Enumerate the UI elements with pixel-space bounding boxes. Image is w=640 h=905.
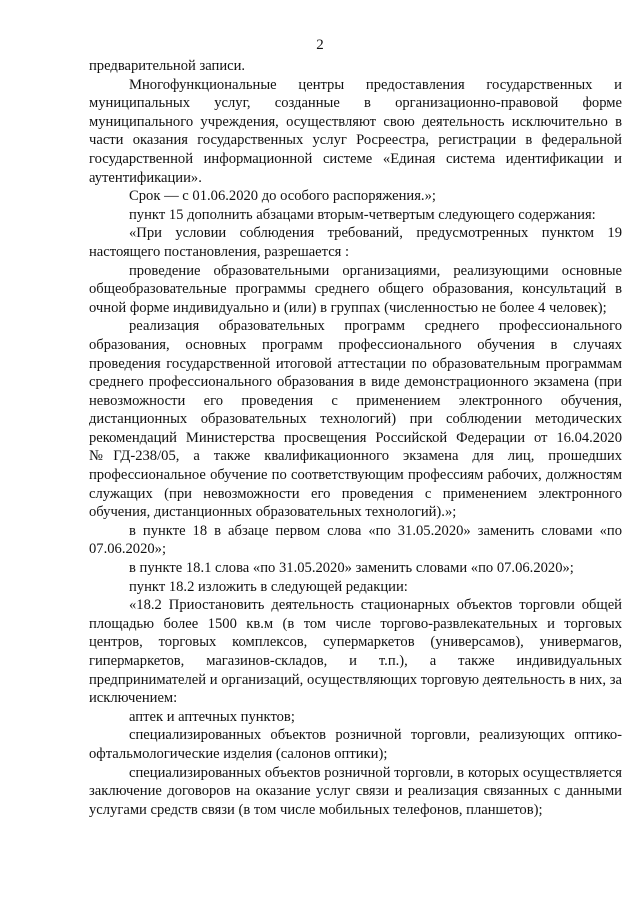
paragraph: Многофункциональные центры предоставления государственных и муниципальных услуг, созданные в организационно-правовой форме муниципального учреждения, осуществляют свою деятельность исключительно в части оказания государственных услуг Росреестра, регистрации в федеральной государственной информационной системе «Единая система идентификации и аутентификации».: [89, 76, 622, 186]
paragraph: проведение образовательными организациями, реализующими основные общеобразовательные программы среднего общего образования, консультаций в очной форме индивидуально и (или) в группах (численностью не более 4 человек);: [89, 262, 622, 316]
paragraph: пункт 15 дополнить абзацами вторым-четвертым следующего содержания:: [129, 206, 596, 223]
document-body: [89, 57, 622, 819]
paragraph: специализированных объектов розничной торговли, в которых осуществляется заключение договоров на оказание услуг связи и реализация связанных с данными услугами средств связи (в том числе мобильных телефонов, планшетов);: [89, 764, 622, 818]
paragraph: в пункте 18 в абзаце первом слова «по 31.05.2020» заменить словами «по 07.06.2020»;: [89, 522, 622, 558]
paragraph: предварительной записи.: [89, 58, 246, 74]
paragraph: Срок — с 01.06.2020 до особого распоряжения.»;: [129, 188, 436, 205]
paragraph: реализация образовательных программ среднего профессионального образования, основных программ профессионального обучения в случаях проведения государственной итоговой аттестации по образовательным программам среднего профессионального образования в виде демонстрационного экзамена (при невозможности его проведения с применением электронного обучения, дистанционных образовательных технологий) при соблюдении методических рекомендаций Министерства просвещения Российской Федерации от 16.04.2020 №ГД-238/05, а также квалификационного экзамена для лиц, прошедших профессиональное обучение по соответствующим профессиям рабочих, должностям служащих (при невозможности его проведения с применением электронного обучения, дистанционных образовательных технологий).»;: [89, 318, 622, 521]
paragraph: в пункте 18.1 слова «по 31.05.2020» заменить словами «по 07.06.2020»;: [129, 560, 574, 577]
paragraph: пункт 18.2 изложить в следующей редакции:: [129, 578, 408, 595]
paragraph: специализированных объектов розничной торговли, реализующих оптико-офтальмологические изделия (салонов оптики);: [89, 727, 622, 762]
paragraph: «18.2 Приостановить деятельность стационарных объектов торговли общей площадью более 1500 кв.м (в том числе торгово-развлекательных и торговых центров, торговых комплексов, супермаркетов (универсамов), универмагов, гипермаркетов, магазинов-складов, и т.п.), а также индивидуальных предпринимателей и организаций, осуществляющих торговую деятельность в них, за исключением:: [89, 597, 622, 707]
page-number: 2: [316, 37, 324, 53]
paragraph: аптек и аптечных пунктов;: [129, 708, 295, 725]
paragraph: «При условии соблюдения требований, предусмотренных пунктом 19 настоящего постановления, разрешается :: [89, 225, 622, 260]
